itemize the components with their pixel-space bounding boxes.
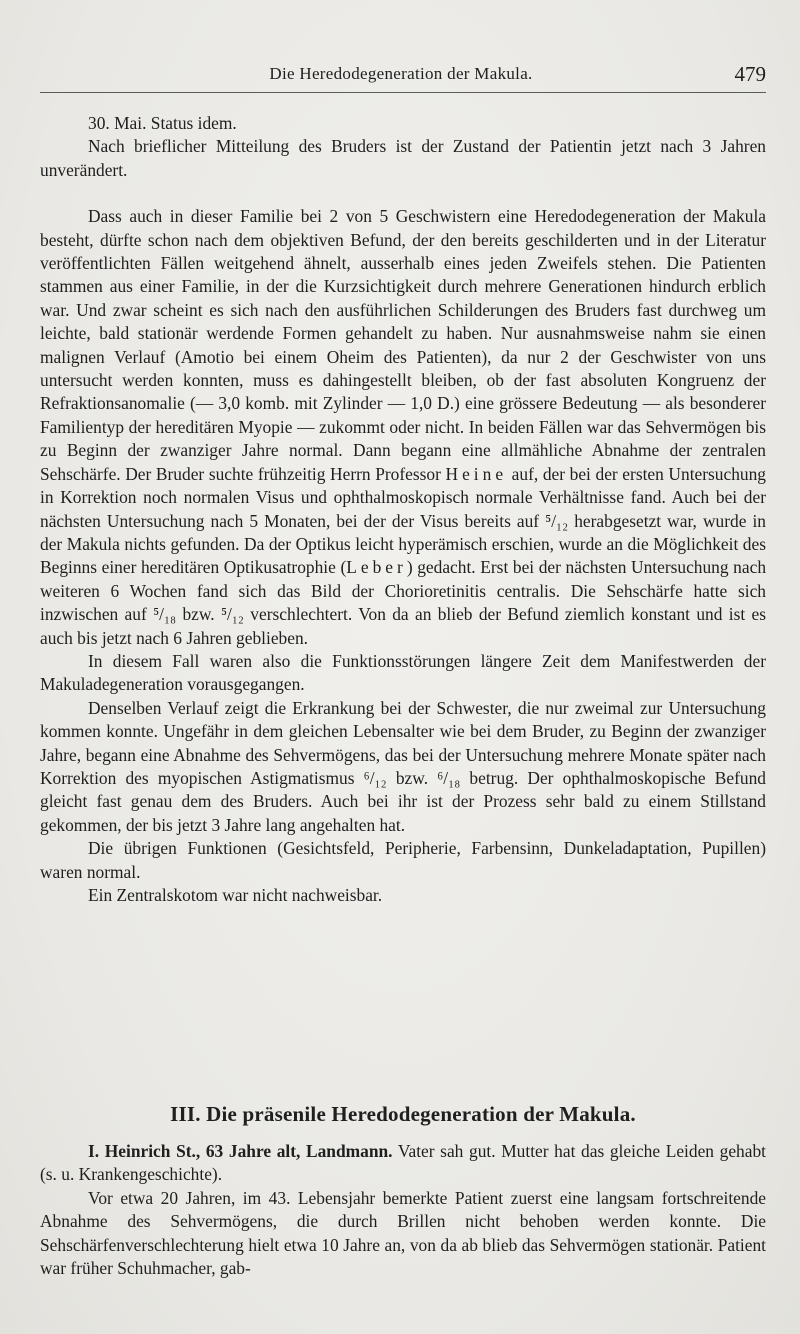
paragraph-functional-disorders: In diesem Fall waren also die Funktionsstörungen längere Zeit dem Manifestwerden der Makuladegeneration vorausgegangen.: [40, 650, 766, 695]
paragraph-scotoma: Ein Zentralskotom war nicht nachweisbar.: [88, 885, 383, 905]
paragraph-letter: Nach brieflicher Mitteilung des Bruders ist der Zustand der Patientin jetzt nach 3 Jahren unverändert.: [40, 136, 766, 180]
paragraph-status: 30. Mai. Status idem.: [88, 113, 237, 133]
author-name-leber: Leber: [346, 557, 407, 578]
section-heading: III. Die präsenile Heredodegeneration der Makula.: [170, 1102, 636, 1126]
discussion-text-a: Dass auch in dieser Familie bei 2 von 5 Geschwistern eine Heredodegeneration der Makula besteht, dürfte schon nach dem objektiven Befund, der den bereits geschilderten und in der Literatur veröffentlichten Fällen weitgehend ähnelt, ausserhalb eines jeden Zweifels stehen. Die Patienten stammen aus einer Familie, in der die Kurzsichtigkeit durch mehrere Generationen hindurch erblich war. Und zwar scheint es sich nach den ausführlichen Schilderungen des Bruders fast durchweg um leichte, bald stationär werdende Formen gehandelt zu haben. Nur ausnahmsweise nahm sie einen malignen Verlauf (Amotio bei einem Oheim des Patienten), da nur 2 der Geschwister von uns untersucht werden konnten, muss es dahingestellt bleiben, ob der fast absoluten Kongruenz der Refraktionsanomalie (— 3,0 komb. mit Zylinder — 1,0 D.) eine grössere Bedeutung — als besonderer Familientyp der hereditären Myopie — zukommt oder nicht. In beiden Fällen war das Sehvermögen bis zu Beginn der zwanziger Jahre normal. Dann begann eine allmähliche Abnahme der zentralen Sehschärfe. Der Bruder suchte frühzeitig Herrn Professor: [40, 206, 766, 484]
case-text: [40, 1140, 766, 1280]
case-heading: I. Heinrich St., 63 Jahre alt, Landmann.: [88, 1141, 393, 1161]
paragraph-discussion: [40, 205, 766, 650]
running-title: Die Heredodegeneration der Makula.: [269, 64, 533, 83]
page-number: 479: [734, 62, 766, 86]
running-head: [36, 62, 766, 90]
main-text: [40, 112, 766, 907]
paragraph-gap: [40, 182, 766, 205]
author-name-heine: Heine: [445, 463, 508, 484]
paragraph-case-intro: [40, 1140, 766, 1187]
discussion-text-c: ) gedacht. Erst bei der nächsten Untersuchung nach weiteren 6 Wochen fand sich das Bild der Chorioretinitis centralis. Die Sehschärfe hatte sich inzwischen auf ⁵/₁₈ bzw. ⁵/₁₂ verschlechtert. Von da an blieb der Befund ziemlich konstant und ist es auch bis jetzt nach 6 Jahren geblieben.: [40, 557, 767, 648]
header-rule: [40, 92, 766, 93]
discussion-text-b: auf, der bei der ersten Untersuchung in Korrektion noch normalen Visus und ophthalmoskopisch normale Verhältnisse fand. Auch bei der nächsten Untersuchung nach 5 Monaten, bei der der Visus bereits auf ⁵/₁₂ herabgesetzt war, wurde in der Makula nichts gefunden. Da der Optikus leicht hyperämisch erschien, wurde an die Möglichkeit des Beginns einer hereditären Optikusatrophie (: [40, 463, 766, 578]
paragraph-case-history: Vor etwa 20 Jahren, im 43. Lebensjahr bemerkte Patient zuerst eine langsam fortschreitende Abnahme des Sehvermögens, die durch Brillen nicht behoben werden konnte. Die Sehschärfenverschlechterung hielt etwa 10 Jahre an, von da ab blieb das Sehvermögen stationär. Patient war früher Schuhmacher, gab-: [40, 1187, 766, 1279]
paragraph-other-functions: Die übrigen Funktionen (Gesichtsfeld, Peripherie, Farbensinn, Dunkeladaptation, Pupillen) waren normal.: [40, 838, 766, 882]
paragraph-sister: Denselben Verlauf zeigt die Erkrankung bei der Schwester, die nur zweimal zur Untersuchung kommen konnte. Ungefähr in dem gleichen Lebensalter wie bei dem Bruder, zu Beginn der zwanziger Jahre, begann eine Abnahme des Sehvermögens, das bei der Untersuchung mehrere Monate später nach Korrektion des myopischen Astigmatismus ⁶/₁₂ bzw. ⁶/₁₈ betrug. Der ophthalmoskopische Befund gleicht fast genau dem des Bruders. Auch bei ihr ist der Prozess sehr bald zu einem Stillstand gekommen, der bis jetzt 3 Jahre lang angehalten hat.: [40, 697, 766, 835]
case-intro-text: Vater sah gut. Mutter hat das gleiche Leiden gehabt (s. u. Krankengeschichte).: [40, 1141, 766, 1185]
